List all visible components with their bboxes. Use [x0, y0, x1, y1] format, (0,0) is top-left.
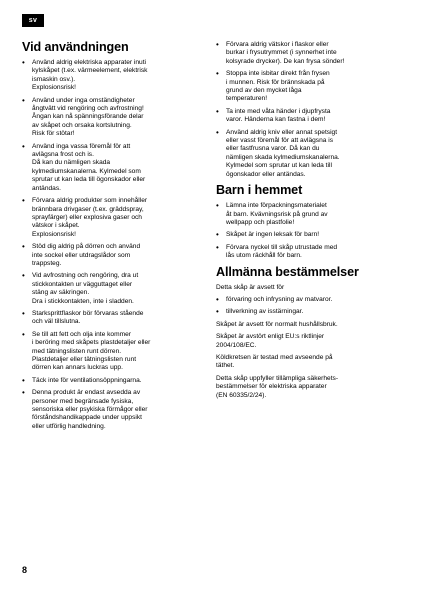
list-item: • Använd inga vassa föremål för att avlägsna frost och is. Då kan du nämligen skada kylmediumskanalerna. Kylmedel som sprutar ut kan leda till ögonskador eller antändas. [22, 141, 146, 192]
list-item: • Stöd dig aldrig på dörren och använd inte sockel eller utdragslådor som trappsteg. [22, 242, 141, 267]
list-item: • Se till att fett och olja inte kommer i beröring med skåpets plastdetaljer eller med tätningslisten runt dörren. Plastdetaljer eller tätningslisten runt dörren kan annars luckras upp. [22, 329, 151, 372]
general-paragraph: Köldkretsen är testad med avseende på täthet. [216, 353, 333, 370]
list-item: • Starksprittflaskor bör förvaras stående och väl tillslutna. [22, 308, 144, 326]
list-item: • Använd aldrig elektriska apparater inuti kylskåpet (t.ex. värmeelement, elektrisk ismaskin osv.). Explosionsrisk! [22, 58, 148, 92]
list-item: • Förvara nyckel till skåp utrustade med lås utom räckhåll för barn. [216, 242, 338, 260]
section-heading-usage: Vid användningen [22, 40, 129, 54]
right-column [216, 41, 398, 404]
list-item: • förvaring och infrysning av matvaror. [216, 294, 333, 304]
general-paragraph: Skåpet är avstört enligt EU:s riktlinjer 2004/108/EC. [216, 333, 325, 349]
language-tab: sv [22, 14, 44, 27]
usage-list [22, 59, 202, 431]
list-item: • Skåpet är ingen leksak för barn! [216, 230, 320, 240]
list-item: • Täck inte för ventilationsöppningarna. [22, 375, 142, 385]
left-column [22, 40, 202, 435]
general-paragraph: Detta skåp uppfyller tillämpliga säkerhets- bestämmelser för elektriska apparater (EN 60335/2/24). [216, 374, 339, 399]
list-item: • tillverkning av isstärningar. [216, 307, 304, 317]
page-number: 8 [22, 565, 28, 575]
section-heading-children: Barn i hemmet [216, 183, 303, 198]
general-intro: Detta skåp är avsett för [216, 283, 285, 291]
usage-list-continued [216, 41, 398, 179]
list-item: • Stoppa inte isbitar direkt från frysen i munnen. Risk för brännskada på grund av den mycket låga temperaturen! [216, 69, 330, 103]
children-list [216, 202, 398, 260]
general-paragraph: Skåpet är avsett för normalt hushållsbruk. [216, 320, 338, 328]
list-item: • Denna produkt är endast avsedda av personer med begränsade fysiska, sensoriska eller psykiska förmågor eller förståndshandikappade under uppsikt eller utförlig handledning. [22, 388, 148, 430]
list-item: • Lämna inte förpackningsmaterialet åt barn. Kvävningsrisk på grund av wellpapp och plastfolie! [216, 201, 328, 226]
section-heading-general: Allmänna bestämmelser [216, 264, 359, 279]
list-item: • Använd aldrig kniv eller annat spetsigt eller vasst föremål för att avlägsna is eller fastfrusna varor. Då kan du nämligen skada kylmediumskanalerna. Kylmedel som sprutar ut kan leda till ögonskador eller antändas. [216, 127, 340, 178]
general-list [216, 296, 398, 317]
list-item: • Förvara aldrig produkter som innehåller brännbara drivgaser (t.ex. gräddspray, sprayfärger) eller explosiva gaser och vätskor i skåpet. Explosionsrisk! [22, 196, 148, 238]
list-item: • Vid avfrostning och rengöring, dra ut stickkontakten ur vägguttaget eller stäng av säkringen. Dra i stickkontakten, inte i sladden. [22, 271, 139, 305]
list-item: • Använd under inga omständigheter ångtvätt vid rengöring och avfrostning! Ångan kan nå spänningsförande delar av skåpet och orsaka kortslutning. Risk för stötar! [22, 95, 144, 138]
list-item: • Ta inte med våta händer i djupfrysta varor. Händerna kan fastna i dem! [216, 106, 331, 124]
list-item: • Förvara aldrig vätskor i flaskor eller burkar i frysutrymmet (i synnerhet inte kolsyrade drycker). De kan frysa sönder! [216, 40, 345, 65]
